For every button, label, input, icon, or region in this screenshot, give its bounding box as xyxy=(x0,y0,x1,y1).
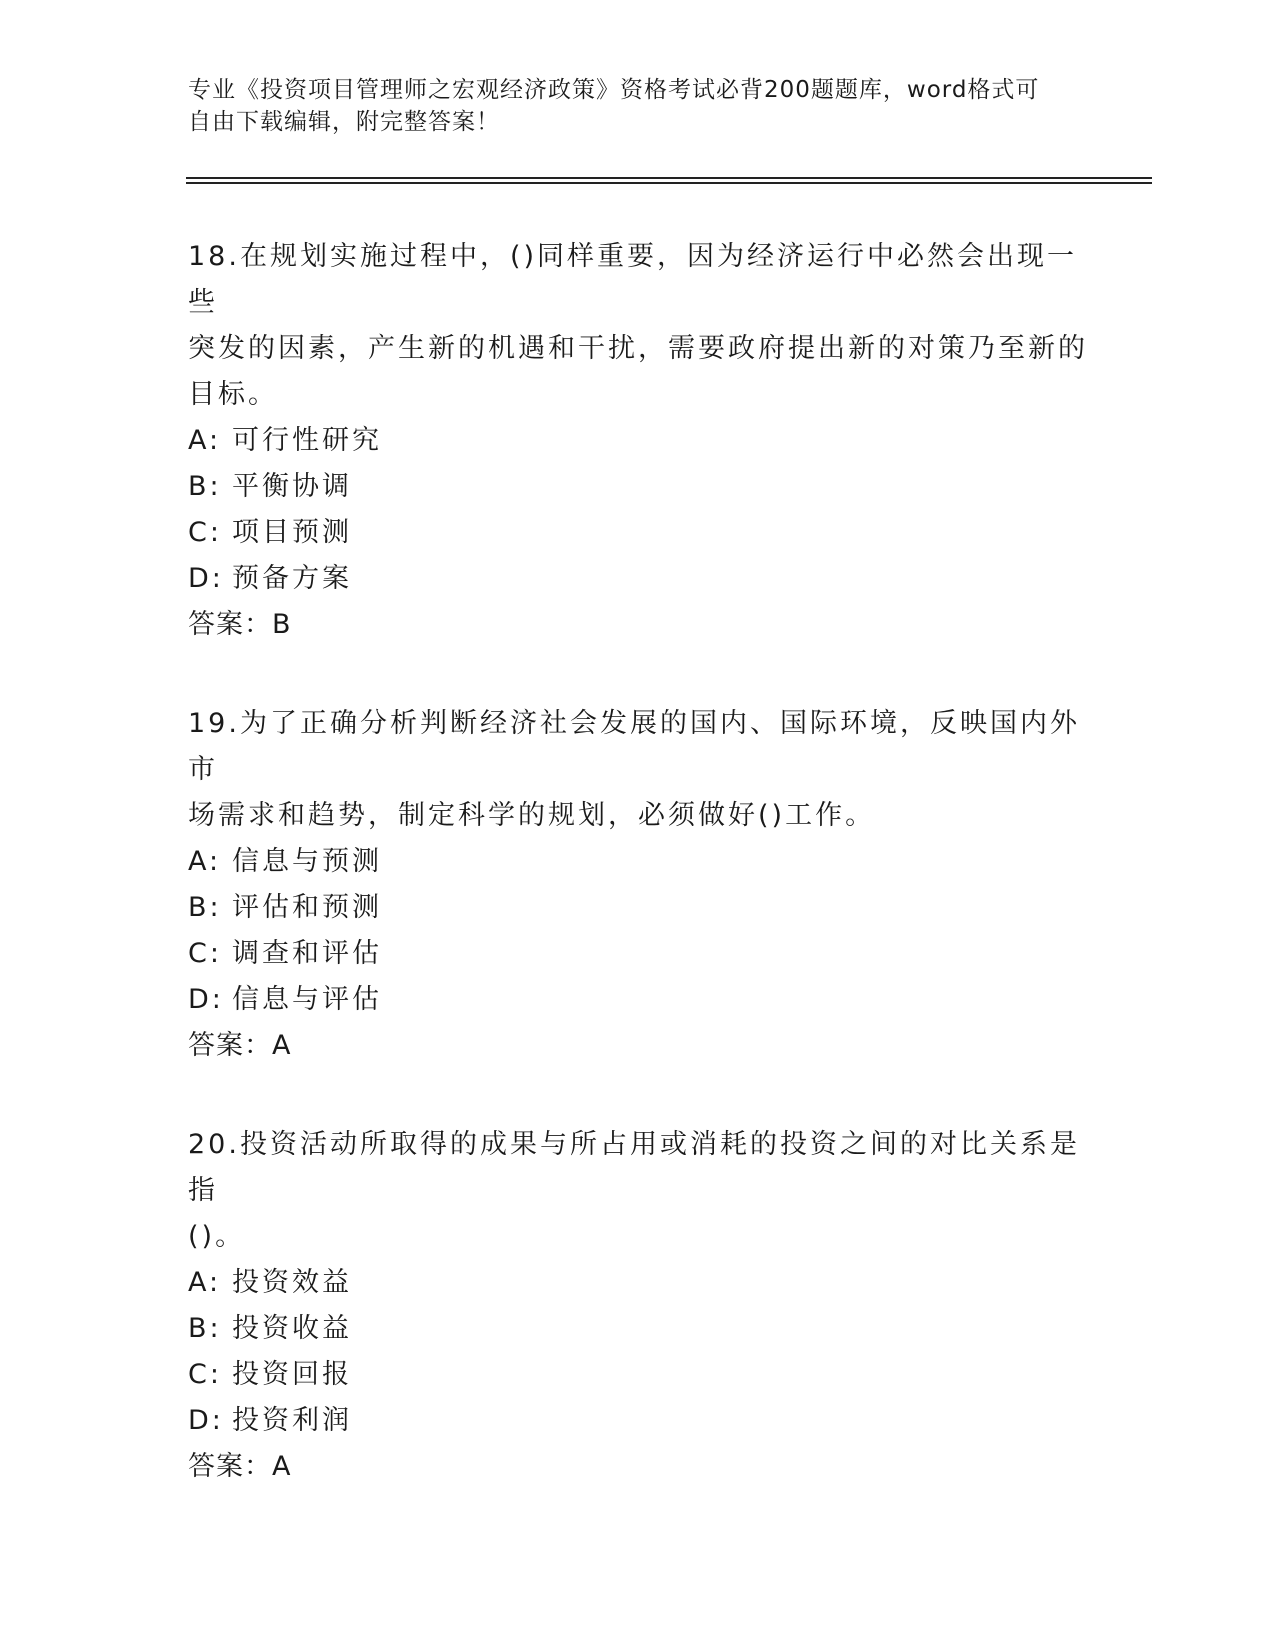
option-text: 投资利润 xyxy=(232,1405,352,1436)
option-letter: D: xyxy=(188,563,224,594)
stem-line: 突发的因素，产生新的机遇和干扰，需要政府提出新的对策乃至新的 xyxy=(188,333,1088,364)
answer-line xyxy=(188,1023,1088,1069)
option-d xyxy=(188,556,1088,602)
option-d xyxy=(188,1398,1088,1444)
option-letter: B: xyxy=(188,471,222,502)
option-letter: B: xyxy=(188,892,222,923)
option-a xyxy=(188,839,1088,885)
header-divider-bottom xyxy=(186,182,1152,184)
question-19 xyxy=(188,701,1088,1069)
option-letter: B: xyxy=(188,1313,222,1344)
option-text: 投资收益 xyxy=(232,1313,352,1344)
answer-label: 答案： xyxy=(188,1030,272,1061)
header-divider-top xyxy=(186,177,1152,179)
question-stem xyxy=(188,234,1088,418)
answer-label: 答案： xyxy=(188,609,272,640)
answer-line xyxy=(188,602,1088,648)
header-line-1: 专业《投资项目管理师之宏观经济政策》资格考试必背200题题库，word格式可 xyxy=(188,77,1040,103)
answer-label: 答案： xyxy=(188,1451,272,1482)
option-text: 信息与预测 xyxy=(232,846,382,877)
question-20 xyxy=(188,1122,1088,1490)
stem-line: ()。 xyxy=(188,1221,246,1252)
header-line-2: 自由下载编辑，附完整答案！ xyxy=(188,109,500,135)
option-letter: C: xyxy=(188,517,222,548)
option-letter: A: xyxy=(188,425,222,456)
option-text: 评估和预测 xyxy=(232,892,382,923)
option-letter: C: xyxy=(188,938,222,969)
option-text: 投资回报 xyxy=(232,1359,352,1390)
option-c xyxy=(188,510,1088,556)
stem-line: 场需求和趋势，制定科学的规划，必须做好()工作。 xyxy=(188,800,876,831)
answer-value: A xyxy=(272,1451,292,1482)
option-b xyxy=(188,1306,1088,1352)
option-text: 预备方案 xyxy=(232,563,352,594)
question-stem xyxy=(188,1122,1088,1260)
stem-line: 19.为了正确分析判断经济社会发展的国内、国际环境，反映国内外市 xyxy=(188,708,1080,785)
option-letter: D: xyxy=(188,984,224,1015)
stem-line: 目标。 xyxy=(188,379,278,410)
option-letter: A: xyxy=(188,846,222,877)
option-d xyxy=(188,977,1088,1023)
option-b xyxy=(188,464,1088,510)
question-list xyxy=(188,234,1088,1543)
question-stem xyxy=(188,701,1088,839)
option-text: 可行性研究 xyxy=(232,425,382,456)
option-a xyxy=(188,1260,1088,1306)
option-text: 信息与评估 xyxy=(232,984,382,1015)
option-a xyxy=(188,418,1088,464)
option-letter: C: xyxy=(188,1359,222,1390)
option-text: 投资效益 xyxy=(232,1267,352,1298)
option-c xyxy=(188,1352,1088,1398)
option-b xyxy=(188,885,1088,931)
option-text: 平衡协调 xyxy=(232,471,352,502)
option-text: 项目预测 xyxy=(232,517,352,548)
document-header xyxy=(188,74,1088,138)
option-c xyxy=(188,931,1088,977)
stem-line: 20.投资活动所取得的成果与所占用或消耗的投资之间的对比关系是指 xyxy=(188,1129,1080,1206)
question-18 xyxy=(188,234,1088,648)
answer-value: A xyxy=(272,1030,292,1061)
answer-line xyxy=(188,1444,1088,1490)
option-letter: A: xyxy=(188,1267,222,1298)
option-text: 调查和评估 xyxy=(232,938,382,969)
stem-line: 18.在规划实施过程中，()同样重要，因为经济运行中必然会出现一些 xyxy=(188,241,1078,318)
option-letter: D: xyxy=(188,1405,224,1436)
answer-value: B xyxy=(272,609,292,640)
